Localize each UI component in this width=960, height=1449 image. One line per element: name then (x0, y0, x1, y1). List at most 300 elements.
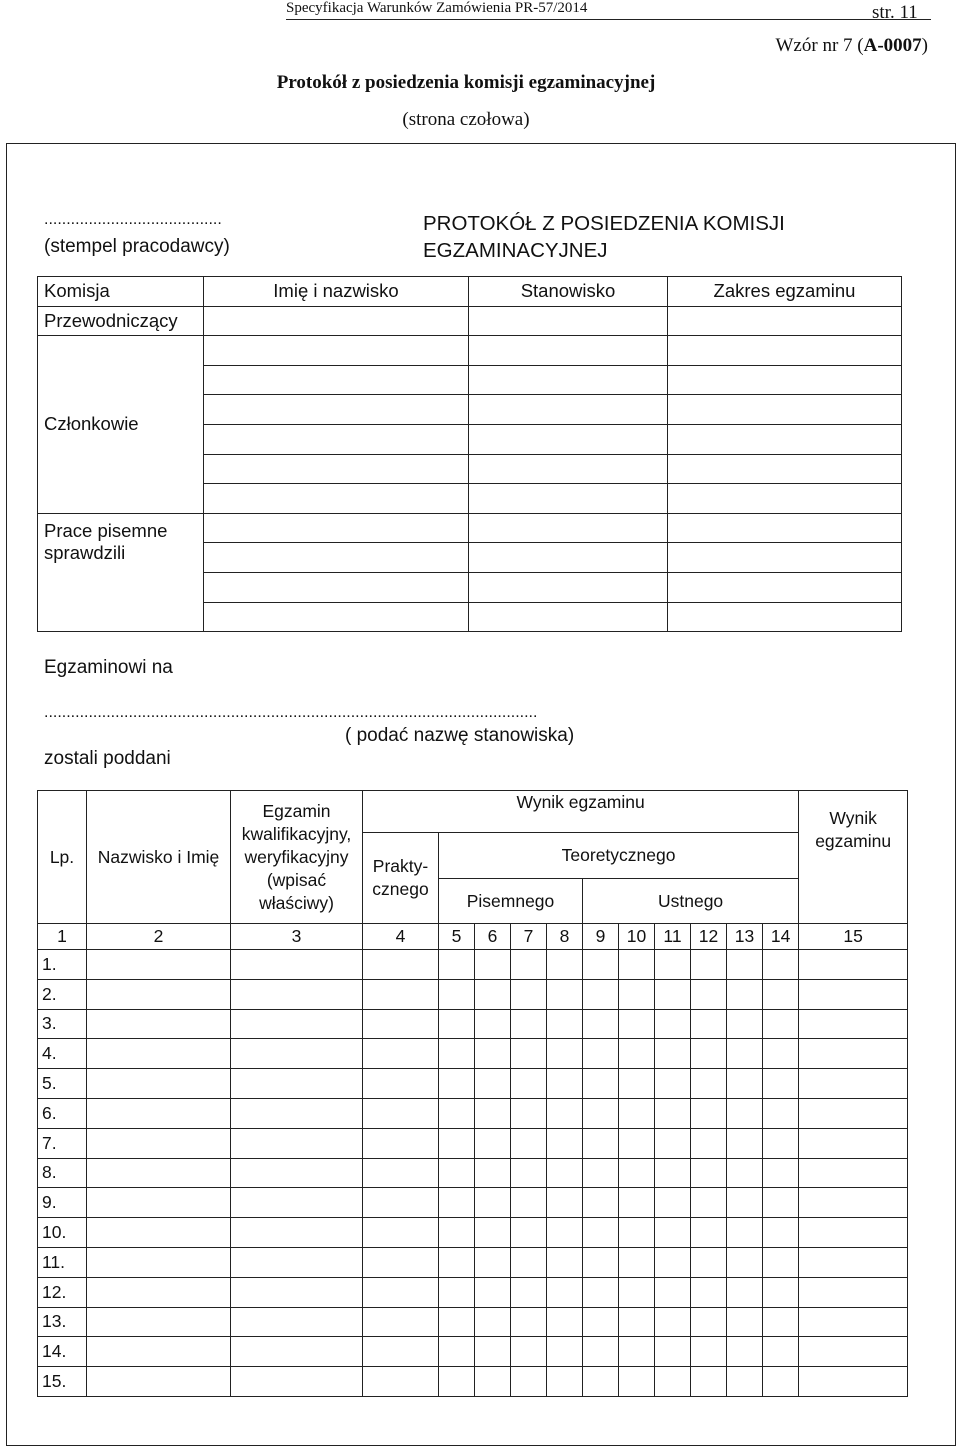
result-cell[interactable] (691, 1337, 727, 1367)
result-cell[interactable] (475, 1247, 511, 1277)
result-cell[interactable] (547, 1247, 583, 1277)
result-cell[interactable] (363, 979, 439, 1009)
result-cell[interactable] (727, 1247, 763, 1277)
member-scope-cell[interactable] (668, 424, 902, 454)
result-cell[interactable] (619, 1218, 655, 1248)
result-cell[interactable] (691, 950, 727, 980)
row-number: 15. (38, 1367, 87, 1397)
result-cell[interactable] (547, 1367, 583, 1397)
result-cell[interactable] (547, 1307, 583, 1337)
result-cell[interactable] (799, 1367, 908, 1397)
result-cell[interactable] (511, 1188, 547, 1218)
results-header-row-1 (38, 791, 908, 833)
result-cell[interactable] (547, 1158, 583, 1188)
column-number: 1 (38, 924, 87, 950)
result-cell[interactable] (363, 1218, 439, 1248)
result-cell[interactable] (511, 1337, 547, 1367)
member-name-cell[interactable] (204, 424, 469, 454)
result-cell[interactable] (727, 1009, 763, 1039)
checker-name-cell[interactable] (204, 572, 469, 602)
result-cell[interactable] (583, 1069, 619, 1099)
result-cell[interactable] (691, 1039, 727, 1069)
result-cell[interactable] (363, 1247, 439, 1277)
checker-position-cell[interactable] (469, 543, 668, 573)
checkers-label-line1: Prace pisemne (44, 519, 168, 541)
result-cell[interactable] (363, 1277, 439, 1307)
result-cell[interactable] (763, 1307, 799, 1337)
result-cell[interactable] (439, 1367, 475, 1397)
result-cell[interactable] (799, 1039, 908, 1069)
result-cell[interactable] (363, 1188, 439, 1218)
result-cell[interactable] (583, 1367, 619, 1397)
col-practical-header (363, 833, 439, 924)
result-cell[interactable] (363, 1337, 439, 1367)
column-number: 15 (799, 924, 908, 950)
result-cell[interactable] (583, 1247, 619, 1277)
col-final-result-header (799, 791, 908, 924)
result-cell[interactable] (691, 1218, 727, 1248)
result-cell[interactable] (231, 1337, 363, 1367)
members-label: Członkowie (38, 336, 204, 514)
result-cell[interactable] (231, 979, 363, 1009)
result-cell[interactable] (363, 1069, 439, 1099)
result-cell[interactable] (655, 1009, 691, 1039)
checker-name-cell[interactable] (204, 513, 469, 543)
result-cell[interactable] (727, 1158, 763, 1188)
result-cell[interactable] (799, 1009, 908, 1039)
result-cell[interactable] (799, 1247, 908, 1277)
model-number (776, 35, 929, 57)
page-number-value: 11 (899, 2, 918, 23)
checker-name-cell[interactable] (204, 602, 469, 632)
result-cell[interactable] (583, 1039, 619, 1069)
result-cell[interactable] (727, 1367, 763, 1397)
result-cell[interactable] (547, 1128, 583, 1158)
result-cell[interactable] (763, 1098, 799, 1128)
position-dotted-line[interactable]: ............................................................................................................... (44, 704, 538, 721)
exam-type-line: kwalifikacyjny, (241, 823, 352, 844)
member-name-cell[interactable] (204, 395, 469, 425)
result-cell[interactable] (511, 1218, 547, 1248)
result-cell[interactable] (691, 1277, 727, 1307)
result-cell[interactable] (475, 1307, 511, 1337)
result-cell[interactable] (439, 1098, 475, 1128)
member-position-cell[interactable] (469, 484, 668, 514)
result-cell[interactable] (87, 1247, 231, 1277)
table-row (38, 1069, 908, 1099)
result-cell[interactable] (511, 979, 547, 1009)
result-cell[interactable] (547, 1009, 583, 1039)
result-cell[interactable] (87, 1277, 231, 1307)
result-cell[interactable] (475, 950, 511, 980)
member-scope-cell[interactable] (668, 395, 902, 425)
row-number: 12. (38, 1277, 87, 1307)
result-cell[interactable] (475, 1337, 511, 1367)
result-cell[interactable] (475, 1158, 511, 1188)
result-cell[interactable] (439, 1337, 475, 1367)
result-cell[interactable] (583, 1307, 619, 1337)
chair-name-cell[interactable] (204, 306, 469, 336)
row-number: 7. (38, 1128, 87, 1158)
page-header (0, 0, 960, 22)
result-cell[interactable] (799, 1188, 908, 1218)
member-scope-cell[interactable] (668, 484, 902, 514)
result-cell[interactable] (691, 1128, 727, 1158)
result-cell[interactable] (231, 950, 363, 980)
result-cell[interactable] (655, 1337, 691, 1367)
result-cell[interactable] (619, 1307, 655, 1337)
table-row (38, 1009, 908, 1039)
result-cell[interactable] (763, 1158, 799, 1188)
result-cell[interactable] (439, 1188, 475, 1218)
result-cell[interactable] (87, 1098, 231, 1128)
result-cell[interactable] (87, 1337, 231, 1367)
column-number: 7 (511, 924, 547, 950)
result-cell[interactable] (763, 1337, 799, 1367)
result-cell[interactable] (231, 1009, 363, 1039)
result-cell[interactable] (691, 979, 727, 1009)
result-cell[interactable] (87, 1307, 231, 1337)
document-subtitle: (strona czołowa) (402, 109, 530, 130)
result-cell[interactable] (619, 1247, 655, 1277)
result-cell[interactable] (763, 1188, 799, 1218)
exam-type-line: właściwy) (259, 892, 334, 913)
result-cell[interactable] (799, 979, 908, 1009)
result-cell[interactable] (799, 1337, 908, 1367)
result-cell[interactable] (727, 1307, 763, 1337)
subjected-label: zostali poddani (44, 748, 171, 769)
result-cell[interactable] (619, 1367, 655, 1397)
result-cell[interactable] (547, 1069, 583, 1099)
result-cell[interactable] (763, 1039, 799, 1069)
result-cell[interactable] (763, 1218, 799, 1248)
table-row (38, 1039, 908, 1069)
result-cell[interactable] (87, 979, 231, 1009)
result-cell[interactable] (655, 979, 691, 1009)
group-oral-header: Ustnego (583, 879, 799, 924)
result-cell[interactable] (231, 1277, 363, 1307)
result-cell[interactable] (231, 1247, 363, 1277)
result-cell[interactable] (363, 1307, 439, 1337)
result-cell[interactable] (763, 950, 799, 980)
result-cell[interactable] (475, 1039, 511, 1069)
member-position-cell[interactable] (469, 336, 668, 366)
result-cell[interactable] (799, 1307, 908, 1337)
result-cell[interactable] (475, 979, 511, 1009)
result-cell[interactable] (763, 979, 799, 1009)
result-cell[interactable] (655, 950, 691, 980)
result-cell[interactable] (231, 1218, 363, 1248)
member-position-cell[interactable] (469, 365, 668, 395)
result-cell[interactable] (691, 1098, 727, 1128)
result-cell[interactable] (475, 1009, 511, 1039)
result-cell[interactable] (231, 1128, 363, 1158)
result-cell[interactable] (475, 1218, 511, 1248)
result-cell[interactable] (619, 950, 655, 980)
result-cell[interactable] (475, 1367, 511, 1397)
result-cell[interactable] (87, 1009, 231, 1039)
member-position-cell[interactable] (469, 454, 668, 484)
result-cell[interactable] (475, 1277, 511, 1307)
column-number: 3 (231, 924, 363, 950)
table-row (38, 1277, 908, 1307)
result-cell[interactable] (691, 1367, 727, 1397)
page-label: str. (872, 2, 895, 23)
result-cell[interactable] (583, 1098, 619, 1128)
result-cell[interactable] (583, 1188, 619, 1218)
final-result-line: Wynik (829, 808, 877, 828)
result-cell[interactable] (583, 1337, 619, 1367)
member-name-cell[interactable] (204, 336, 469, 366)
result-cell[interactable] (727, 1039, 763, 1069)
result-cell[interactable] (439, 1009, 475, 1039)
table-row (38, 1247, 908, 1277)
checker-position-cell[interactable] (469, 602, 668, 632)
result-cell[interactable] (619, 1009, 655, 1039)
result-cell[interactable] (87, 1367, 231, 1397)
result-cell[interactable] (231, 1307, 363, 1337)
result-cell[interactable] (655, 1098, 691, 1128)
member-row (38, 336, 902, 366)
result-cell[interactable] (727, 979, 763, 1009)
spec-title: Specyfikacja Warunków Zamówienia PR-57/2014 (286, 0, 588, 16)
result-cell[interactable] (763, 1069, 799, 1099)
result-cell[interactable] (363, 1128, 439, 1158)
result-cell[interactable] (619, 1069, 655, 1099)
result-cell[interactable] (87, 950, 231, 980)
committee-table (37, 276, 902, 632)
result-cell[interactable] (799, 1128, 908, 1158)
model-prefix: Wzór nr 7 ( (775, 35, 864, 56)
result-cell[interactable] (727, 1277, 763, 1307)
final-result-line: egzaminu (815, 831, 892, 851)
result-cell[interactable] (727, 1069, 763, 1099)
result-cell[interactable] (363, 950, 439, 980)
result-cell[interactable] (547, 1098, 583, 1128)
result-cell[interactable] (511, 1009, 547, 1039)
result-cell[interactable] (619, 1158, 655, 1188)
result-cell[interactable] (439, 1247, 475, 1277)
result-cell[interactable] (511, 1307, 547, 1337)
result-cell[interactable] (231, 1039, 363, 1069)
result-cell[interactable] (727, 1337, 763, 1367)
row-number: 4. (38, 1039, 87, 1069)
result-cell[interactable] (87, 1158, 231, 1188)
result-cell[interactable] (439, 1128, 475, 1158)
result-cell[interactable] (583, 979, 619, 1009)
result-cell[interactable] (691, 1247, 727, 1277)
checker-position-cell[interactable] (469, 572, 668, 602)
checker-scope-cell[interactable] (668, 572, 902, 602)
result-cell[interactable] (363, 1009, 439, 1039)
result-cell[interactable] (619, 1128, 655, 1158)
protocol-heading (423, 210, 785, 264)
result-cell[interactable] (439, 1307, 475, 1337)
result-cell[interactable] (583, 1158, 619, 1188)
table-row (38, 950, 908, 980)
result-cell[interactable] (439, 1277, 475, 1307)
result-cell[interactable] (363, 1367, 439, 1397)
checker-scope-cell[interactable] (668, 602, 902, 632)
model-suffix: ) (921, 35, 928, 56)
result-cell[interactable] (655, 1039, 691, 1069)
result-cell[interactable] (691, 1307, 727, 1337)
result-cell[interactable] (583, 1009, 619, 1039)
member-position-cell[interactable] (469, 424, 668, 454)
result-cell[interactable] (799, 1069, 908, 1099)
result-cell[interactable] (655, 1247, 691, 1277)
result-cell[interactable] (619, 1337, 655, 1367)
member-name-cell[interactable] (204, 484, 469, 514)
result-cell[interactable] (547, 1277, 583, 1307)
result-cell[interactable] (655, 1128, 691, 1158)
result-cell[interactable] (655, 1277, 691, 1307)
result-cell[interactable] (655, 1069, 691, 1099)
result-cell[interactable] (363, 1098, 439, 1128)
member-name-cell[interactable] (204, 454, 469, 484)
result-cell[interactable] (231, 1188, 363, 1218)
result-cell[interactable] (763, 1247, 799, 1277)
member-scope-cell[interactable] (668, 336, 902, 366)
result-cell[interactable] (511, 1158, 547, 1188)
table-row (38, 1218, 908, 1248)
row-number: 10. (38, 1218, 87, 1248)
chair-position-cell[interactable] (469, 306, 668, 336)
column-number: 9 (583, 924, 619, 950)
result-cell[interactable] (439, 979, 475, 1009)
header-name: Imię i nazwisko (204, 277, 469, 307)
result-cell[interactable] (547, 979, 583, 1009)
row-number: 11. (38, 1247, 87, 1277)
result-cell[interactable] (655, 1218, 691, 1248)
result-cell[interactable] (547, 1188, 583, 1218)
result-cell[interactable] (439, 1158, 475, 1188)
result-cell[interactable] (655, 1158, 691, 1188)
result-cell[interactable] (87, 1188, 231, 1218)
result-cell[interactable] (231, 1098, 363, 1128)
result-cell[interactable] (231, 1367, 363, 1397)
checker-scope-cell[interactable] (668, 513, 902, 543)
table-row (38, 1098, 908, 1128)
result-cell[interactable] (511, 1367, 547, 1397)
result-cell[interactable] (763, 1009, 799, 1039)
result-cell[interactable] (511, 1247, 547, 1277)
result-cell[interactable] (87, 1218, 231, 1248)
result-cell[interactable] (655, 1307, 691, 1337)
result-cell[interactable] (87, 1069, 231, 1099)
row-number: 5. (38, 1069, 87, 1099)
result-cell[interactable] (583, 950, 619, 980)
table-row (38, 1337, 908, 1367)
checkers-label (38, 513, 204, 631)
result-cell[interactable] (619, 1039, 655, 1069)
result-cell[interactable] (691, 1009, 727, 1039)
result-cell[interactable] (547, 1218, 583, 1248)
header-position: Stanowisko (469, 277, 668, 307)
result-cell[interactable] (691, 1069, 727, 1099)
result-cell[interactable] (547, 1039, 583, 1069)
checker-position-cell[interactable] (469, 513, 668, 543)
result-cell[interactable] (511, 1277, 547, 1307)
result-cell[interactable] (799, 1218, 908, 1248)
result-cell[interactable] (511, 1069, 547, 1099)
result-cell[interactable] (799, 1158, 908, 1188)
result-cell[interactable] (547, 950, 583, 980)
result-cell[interactable] (583, 1277, 619, 1307)
result-cell[interactable] (511, 1128, 547, 1158)
result-cell[interactable] (511, 1039, 547, 1069)
result-cell[interactable] (547, 1337, 583, 1367)
result-cell[interactable] (475, 1188, 511, 1218)
column-number: 6 (475, 924, 511, 950)
result-cell[interactable] (583, 1218, 619, 1248)
result-cell[interactable] (475, 1128, 511, 1158)
result-cell[interactable] (619, 1188, 655, 1218)
result-cell[interactable] (763, 1277, 799, 1307)
result-cell[interactable] (763, 1367, 799, 1397)
result-cell[interactable] (727, 1188, 763, 1218)
result-cell[interactable] (799, 950, 908, 980)
result-rows (38, 950, 908, 1397)
column-number: 2 (87, 924, 231, 950)
table-row (38, 1188, 908, 1218)
result-cell[interactable] (475, 1098, 511, 1128)
result-cell[interactable] (763, 1128, 799, 1158)
result-cell[interactable] (231, 1158, 363, 1188)
result-cell[interactable] (691, 1188, 727, 1218)
result-cell[interactable] (619, 1098, 655, 1128)
result-cell[interactable] (655, 1367, 691, 1397)
table-row (38, 1367, 908, 1397)
result-cell[interactable] (655, 1188, 691, 1218)
header-exam-scope: Zakres egzaminu (668, 277, 902, 307)
col-lp-header: Lp. (38, 791, 87, 924)
result-cell[interactable] (619, 1277, 655, 1307)
member-scope-cell[interactable] (668, 365, 902, 395)
checker-scope-cell[interactable] (668, 543, 902, 573)
result-cell[interactable] (87, 1039, 231, 1069)
result-cell[interactable] (363, 1039, 439, 1069)
checker-name-cell[interactable] (204, 543, 469, 573)
result-cell[interactable] (87, 1128, 231, 1158)
result-cell[interactable] (439, 950, 475, 980)
member-scope-cell[interactable] (668, 454, 902, 484)
result-cell[interactable] (475, 1069, 511, 1099)
result-cell[interactable] (727, 1128, 763, 1158)
result-cell[interactable] (231, 1069, 363, 1099)
member-position-cell[interactable] (469, 395, 668, 425)
result-cell[interactable] (691, 1158, 727, 1188)
result-cell[interactable] (727, 1098, 763, 1128)
result-cell[interactable] (583, 1128, 619, 1158)
result-cell[interactable] (727, 950, 763, 980)
result-cell[interactable] (799, 1277, 908, 1307)
result-cell[interactable] (727, 1218, 763, 1248)
column-number: 12 (691, 924, 727, 950)
result-cell[interactable] (439, 1218, 475, 1248)
result-cell[interactable] (363, 1158, 439, 1188)
result-cell[interactable] (799, 1098, 908, 1128)
chair-scope-cell[interactable] (668, 306, 902, 336)
result-cell[interactable] (511, 1098, 547, 1128)
document-title: Protokół z posiedzenia komisji egzaminacyjnej (276, 72, 656, 93)
result-cell[interactable] (439, 1039, 475, 1069)
result-cell[interactable] (511, 950, 547, 980)
model-code: A-0007 (863, 35, 922, 56)
member-name-cell[interactable] (204, 365, 469, 395)
result-cell[interactable] (619, 979, 655, 1009)
result-cell[interactable] (439, 1069, 475, 1099)
